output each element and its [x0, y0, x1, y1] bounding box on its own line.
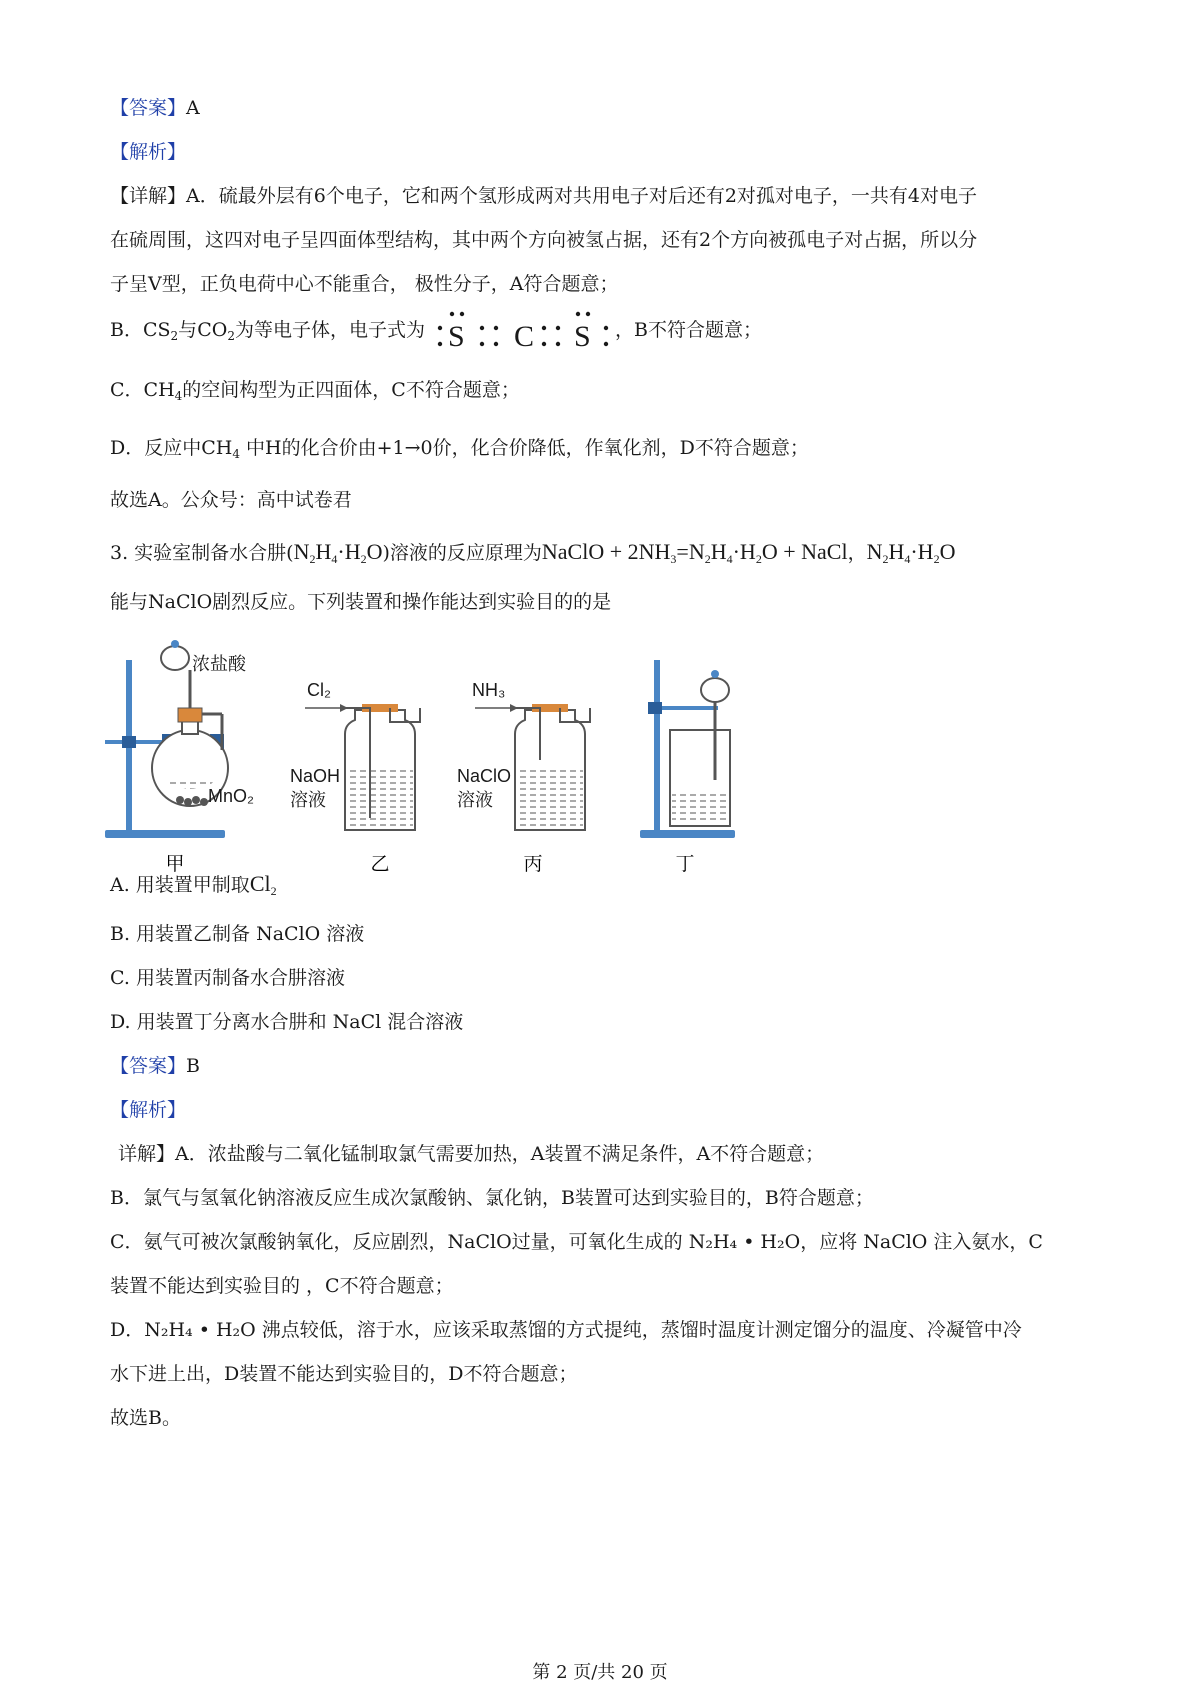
q3-detail-c-1: C．氨气可被次氯酸钠氧化，反应剧烈，NaClO过量，可氧化生成的 N₂H₄ • H₂O，应将 NaClO 注入氨水，C — [110, 1231, 1043, 1253]
caption-ding: 丁 — [675, 853, 695, 875]
detail-d-line: D．反应中$CH_4$ 中H的化合价由+1→0价，化合价降低，作氧化剂，D不符合题意； — [110, 437, 809, 461]
option-a-text: A. 用装置甲制取 — [110, 874, 250, 896]
b-mid1: 与 — [178, 319, 198, 341]
option-d: D. 用装置丁分离水合肼和 NaCl 混合溶液 — [110, 1011, 464, 1033]
q3-answer-line — [110, 1054, 200, 1078]
q3-stem-line-1: 3. 实验室制备水合肼$(N_2H_4\cdot H_2O)$溶液的反应原理为NaClO + $2NH_3=N_2H_4\cdot H_2O$ + NaCl，$N_2H_4\cdot H_2O$ — [110, 539, 956, 566]
c-prefix: C． — [110, 379, 144, 401]
cs2-lewis-structure — [430, 306, 615, 354]
svg-text:C: C — [514, 320, 535, 353]
option-b: B. 用装置乙制备 NaClO 溶液 — [110, 923, 365, 945]
bing-liquid-label-2: 溶液 — [457, 790, 493, 810]
caption-yi: 乙 — [370, 853, 390, 875]
detail-a-line-1 — [110, 184, 977, 208]
detail-tag: 【详解】 — [110, 185, 187, 207]
b-prefix: B． — [110, 319, 143, 341]
q3-detail-d-2: 水下进上出，D装置不能达到实验目的，D不符合题意； — [110, 1363, 578, 1385]
detail-a-text-1: A．硫最外层有6个电子，它和两个氢形成两对共用电子对后还有2对孤对电子，一共有4对电子 — [186, 185, 978, 207]
jia-solid-label: MnO₂ — [208, 786, 254, 806]
caption-bing: 丙 — [523, 853, 543, 875]
q3-stem-prefix: 3. 实验室制备水合肼( — [110, 542, 294, 564]
answer-tag: 【答案】 — [110, 97, 187, 119]
q3-answer-tag: 【答案】 — [110, 1055, 187, 1077]
q3-analysis-tag: 【解析】 — [110, 1099, 187, 1121]
svg-text:S: S — [574, 320, 591, 353]
detail-c-line: C．$CH_4$的空间构型为正四面体，C不符合题意； — [110, 379, 520, 403]
apparatus-figure — [100, 654, 740, 875]
analysis-line — [110, 140, 186, 164]
q3-detail-b: B．氯气与氢氧化钠溶液反应生成次氯酸钠、氯化钠，B装置可达到实验目的，B符合题意； — [110, 1187, 874, 1209]
q3-analysis-line — [110, 1098, 186, 1122]
q3-stem-line-2: 能与NaClO剧烈反应。下列装置和操作能达到实验目的的是 — [110, 591, 612, 613]
b-suffix: ，B不符合题意； — [615, 319, 762, 341]
q3-conclusion: 故选B。 — [110, 1407, 181, 1429]
detail-a-line-3: 子呈V型，正负电荷中心不能重合， 极性分子，A符合题意； — [110, 273, 619, 295]
detail-a-line-2: 在硫周围，这四对电子呈四面体型结构，其中两个方向被氢占据，还有2个方向被孤电子对占据，所以分 — [110, 229, 978, 251]
caption-jia: 甲 — [165, 853, 185, 875]
svg-text:S: S — [448, 320, 465, 353]
apparatus-ding — [640, 660, 735, 838]
detail-b-line: B．$CS_2$与$CO_2$为等电子体，电子式为 — [110, 319, 425, 343]
option-a: A. 用装置甲制取$Cl_2$ — [110, 871, 277, 898]
d-suffix: 中H的化合价由+1→0价，化合价降低，作氧化剂，D不符合题意； — [246, 437, 809, 459]
q3-detail-d-1: D．N₂H₄ • H₂O 沸点较低，溶于水，应该采取蒸馏的方式提纯，蒸馏时温度计测定馏分的温度、冷凝管中冷 — [110, 1319, 1022, 1341]
q3-detail-a: 详解】A．浓盐酸与二氧化锰制取氯气需要加热，A装置不满足条件，A不符合题意； — [118, 1143, 825, 1165]
q3-answer-value: B — [186, 1055, 200, 1077]
analysis-tag: 【解析】 — [110, 141, 187, 163]
b-mid2: 为等电子体，电子式为 — [234, 319, 425, 341]
q3-stem-mid: )溶液的反应原理为 — [382, 542, 542, 564]
yi-liquid-label-2: 溶液 — [290, 790, 326, 810]
d-prefix: D．反应中 — [110, 437, 202, 459]
q2-conclusion: 故选A。公众号：高中试卷君 — [110, 489, 352, 511]
jia-reagent-label: 浓盐酸 — [192, 654, 246, 674]
answer-line — [110, 96, 200, 120]
option-c: C. 用装置丙制备水合肼溶液 — [110, 967, 345, 989]
bing-gas-label: NH₃ — [472, 680, 506, 700]
yi-liquid-label-1: NaOH — [290, 766, 341, 786]
bing-liquid-label-1: NaClO — [457, 766, 512, 786]
c-suffix: 的空间构型为正四面体，C不符合题意； — [182, 379, 520, 401]
page-footer: 第 2 页/共 20 页 — [532, 1662, 668, 1683]
q3-stem-comma: ， — [847, 542, 867, 564]
yi-gas-label: Cl₂ — [307, 680, 331, 700]
answer-value: A — [186, 97, 200, 119]
q3-detail-c-2: 装置不能达到实验目的 ，C不符合题意； — [110, 1275, 454, 1297]
